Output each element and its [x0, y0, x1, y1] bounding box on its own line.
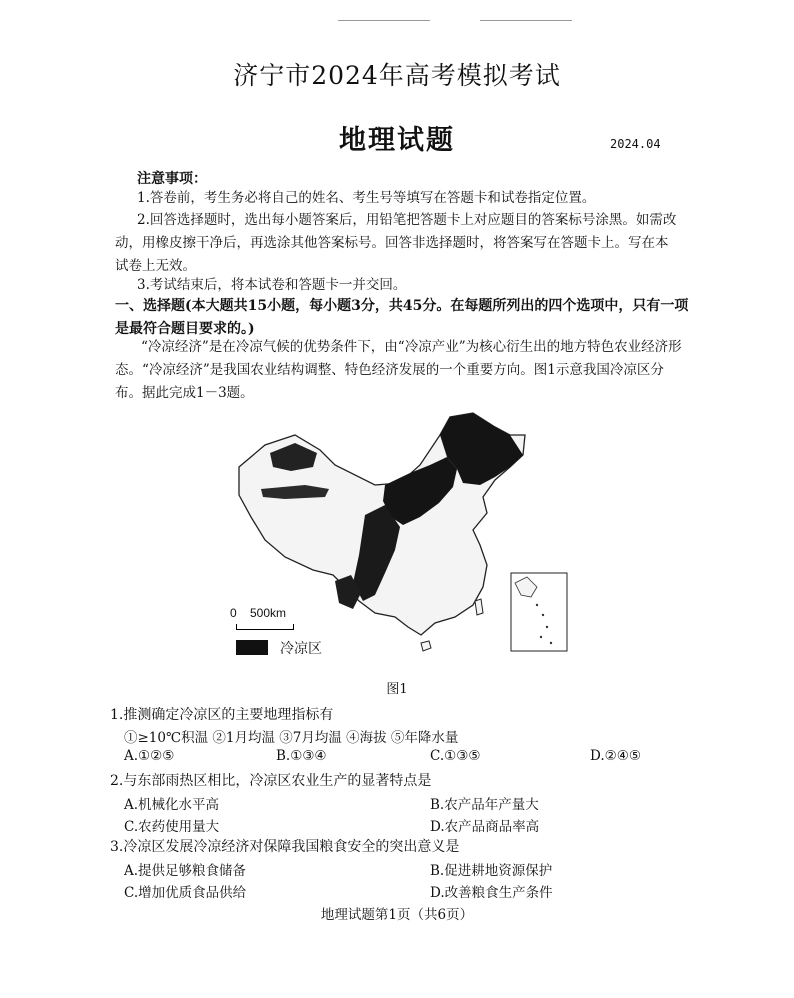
- scan-margin-line-left: [338, 20, 430, 21]
- question-2-stem: 2.与东部雨热区相比，冷凉区农业生产的显著特点是: [110, 773, 432, 789]
- subject-title: 地理试题: [339, 125, 455, 156]
- question-3-option-d: D.改善粮食生产条件: [430, 885, 553, 901]
- question-1-option-b: B.①③④: [276, 748, 327, 764]
- legend-swatch: [236, 640, 268, 655]
- legend-label: 冷凉区: [280, 641, 322, 657]
- notice-item-3: 3.考试结束后，将本试卷和答题卡一并交回。: [137, 277, 407, 293]
- question-intro: “冷凉经济”是在冷凉气候的优势条件下，由“冷凉产业”为核心衍生出的地方特色农业经济形态。“冷凉经济”是我国农业结构调整、特色经济发展的一个重要方向。图1示意我国冷凉区分布。据此完成1－3题。: [115, 339, 682, 401]
- question-3-stem: 3.冷凉区发展冷凉经济对保障我国粮食安全的突出意义是: [110, 839, 460, 855]
- question-1-option-d: D.②④⑤: [590, 748, 641, 764]
- figure-caption: 图1: [386, 682, 408, 697]
- taiwan-island: [475, 599, 483, 615]
- question-2-option-a: A.机械化水平高: [124, 797, 220, 813]
- scale-bar: [236, 624, 294, 630]
- question-1-indicators: ①≥10℃积温 ②1月均温 ③7月均温 ④海拔 ⑤年降水量: [124, 730, 459, 746]
- page-footer: 地理试题第1页（共6页）: [320, 907, 474, 923]
- scan-margin-line-right: [480, 20, 572, 21]
- question-1-stem: 1.推测确定冷凉区的主要地理指标有: [110, 707, 334, 723]
- question-3-option-b: B.促进耕地资源保护: [430, 863, 553, 879]
- question-2-option-b: B.农产品年产量大: [430, 797, 539, 813]
- section-suffix: ): [248, 321, 255, 337]
- south-sea-inset: [511, 573, 567, 651]
- china-cold-zone-map: [225, 405, 575, 670]
- question-1-option-c: C.①③⑤: [430, 748, 481, 764]
- section-heading: [115, 295, 690, 341]
- scale-label: 0 500km: [230, 606, 287, 620]
- hainan-island: [421, 641, 431, 651]
- question-2-option-d: D.农产品商品率高: [430, 819, 540, 835]
- section-prefix: 一、选择题(: [115, 298, 192, 314]
- notice-item-2: 2.回答选择题时，选出每小题答案后，用铅笔把答题卡上对应题目的答案标号涂黑。如需改动，用橡皮擦干净后，再选涂其他答案标号。回答非选择题时，将答案写在答题卡上。写在本试卷上无效。: [115, 212, 677, 274]
- question-3-option-c: C.增加优质食品供给: [124, 885, 247, 901]
- notice-heading: 注意事项：: [137, 171, 207, 187]
- question-2-option-c: C.农药使用量大: [124, 819, 220, 835]
- section-title: 本大题共15小题，每小题3分，共45分。在每题所列出的四个选项中，只有一项是最符合题目要求的。: [115, 298, 689, 337]
- exam-date: 2024.04: [610, 137, 661, 151]
- notice-item-1: 1.答卷前，考生务必将自己的姓名、考生号等填写在答题卡和试卷指定位置。: [137, 190, 596, 206]
- question-3-option-a: A.提供足够粮食储备: [124, 863, 247, 879]
- exam-title: 济宁市2024年高考模拟考试: [233, 61, 561, 90]
- question-1-option-a: A.①②⑤: [124, 748, 175, 764]
